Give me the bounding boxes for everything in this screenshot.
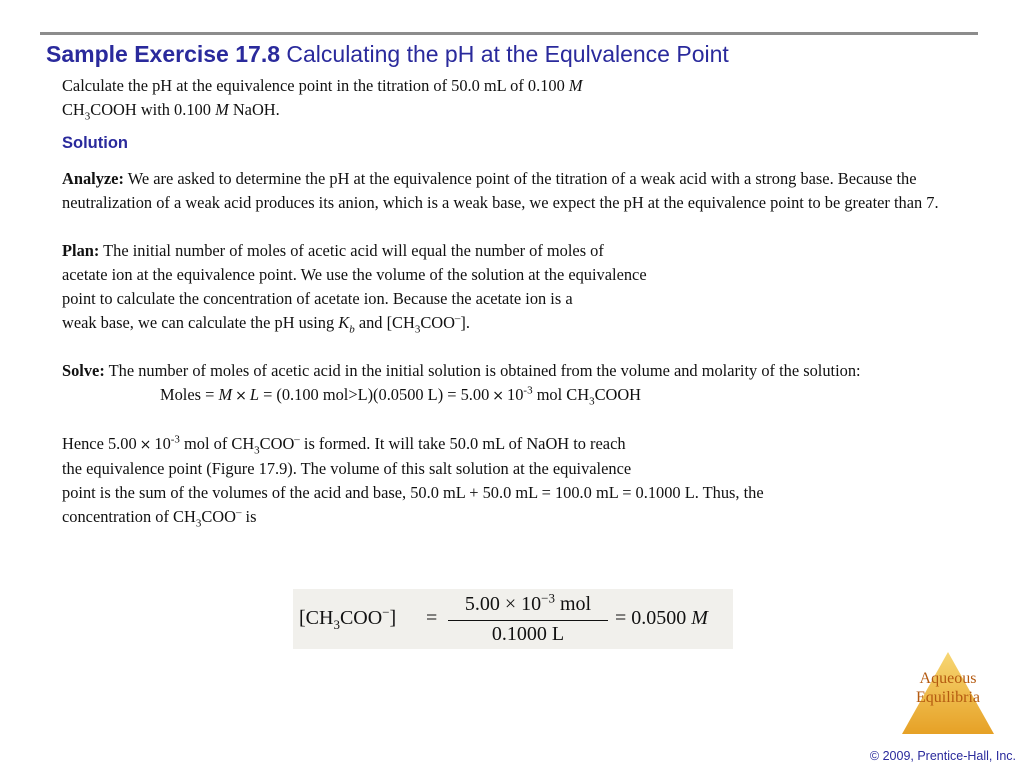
equals-sign: = xyxy=(426,607,438,629)
plan-line-1: The initial number of moles of acetic acid will equal the number of moles of xyxy=(103,241,604,260)
charge-superscript: – xyxy=(294,433,300,446)
badge-line-1: Aqueous xyxy=(919,670,977,687)
molarity-unit: M xyxy=(215,100,229,119)
formula-subscript: 3 xyxy=(333,617,340,632)
molarity-unit: M xyxy=(691,607,708,629)
charge-superscript: – xyxy=(235,506,242,519)
title-text: Calculating the pH at the Equlvalence Point xyxy=(286,41,729,67)
molarity-unit: M xyxy=(568,76,583,95)
hence-line-3: point is the sum of the volumes of the acid and base, 50.0 mL + 50.0 mL = 100.0 mL = 0.1000 L. Thus, the xyxy=(62,483,764,502)
moles-eq-value: = (0.100 mol>L)(0.0500 L) = 5.00 xyxy=(263,385,490,404)
moles-eq-m: M xyxy=(218,385,233,404)
hence-line-2: the equivalence point (Figure 17.9). The volume of this salt solution at the equivalence xyxy=(62,459,632,478)
concentration-equation xyxy=(293,589,733,649)
result-value: = 0.0500 xyxy=(615,607,687,629)
problem-line-2: COOH with 0.100 xyxy=(90,100,211,119)
top-divider xyxy=(40,32,978,35)
problem-line-1: Calculate the pH at the equivalence point in the titration of 50.0 mL of 0.100 xyxy=(62,76,565,95)
fraction-numerator xyxy=(448,590,608,616)
moles-eq-base: 10 xyxy=(507,385,524,404)
badge-label xyxy=(898,669,998,707)
formula-subscript: 3 xyxy=(84,110,91,123)
formula-subscript: 3 xyxy=(589,395,595,408)
hence-base: 10 xyxy=(154,434,171,453)
analyze-text: We are asked to determine the pH at the equivalence point of the titration of a weak acid with a strong base. Because the neutralization of a weak acid produces its anion, which is a weak base, we expect the pH at the equivalence point to be greater than 7. xyxy=(62,169,939,212)
numerator-unit: mol xyxy=(560,593,592,615)
hence-text: Hence 5.00 xyxy=(62,434,137,453)
badge-line-2: Equilibria xyxy=(916,689,980,706)
problem-statement xyxy=(62,74,942,122)
eq-lhs-a: [CH xyxy=(299,607,334,629)
times-sign: × xyxy=(235,388,247,404)
kb-subscript: b xyxy=(349,323,355,336)
problem-line-2-end: NaOH. xyxy=(232,100,280,119)
hence-paragraph xyxy=(62,432,942,529)
fraction-denominator: 0.1000 L xyxy=(491,623,565,645)
hence-line-4: concentration of CH xyxy=(62,507,196,526)
moles-equation xyxy=(62,383,942,408)
title-exercise-number: Sample Exercise 17.8 xyxy=(46,41,280,67)
solve-label: Solve: xyxy=(62,361,105,380)
analyze-paragraph xyxy=(62,167,942,215)
plan-line-4-formula: and [CH xyxy=(358,313,415,332)
times-sign: × xyxy=(139,437,152,453)
exponent: -3 xyxy=(170,433,180,446)
hence-line-4-formula: COO xyxy=(201,507,236,526)
moles-eq-l: L xyxy=(249,385,259,404)
plan-line-4-end: ]. xyxy=(460,313,470,332)
hence-line-4-end: is xyxy=(245,507,257,526)
aqueous-equilibria-badge xyxy=(898,648,998,738)
formula-subscript: 3 xyxy=(195,517,202,530)
plan-line-2: acetate ion at the equivalence point. We use the volume of the solution at the equivalence xyxy=(62,265,647,284)
plan-paragraph xyxy=(62,239,942,335)
plan-line-3: point to calculate the concentration of acetate ion. Because the acetate ion is a xyxy=(62,289,573,308)
eq-lhs-c: ] xyxy=(389,607,397,629)
hence-line-1-end: is formed. It will take 50.0 mL of NaOH to reach xyxy=(303,434,626,453)
kb-symbol: K xyxy=(338,313,350,332)
moles-eq-unit: mol CH xyxy=(536,385,590,404)
moles-eq-text: Moles = xyxy=(160,385,215,404)
solve-text: The number of moles of acetic acid in the initial solution is obtained from the volume and molarity of the solution: xyxy=(108,361,861,380)
equation-lhs xyxy=(299,604,397,632)
moles-eq-formula-end: COOH xyxy=(594,385,642,404)
slide-body xyxy=(62,74,942,529)
page-title xyxy=(46,41,729,68)
hence-unit: mol of CH xyxy=(184,434,255,453)
analyze-label: Analyze: xyxy=(62,169,124,188)
formula-subscript: 3 xyxy=(254,444,260,457)
solve-paragraph xyxy=(62,359,942,383)
equation-rhs xyxy=(615,607,708,630)
fraction-bar xyxy=(448,620,608,621)
formula-ch: CH xyxy=(62,100,85,119)
charge-superscript: − xyxy=(382,604,390,620)
eq-lhs-b: COO xyxy=(339,607,383,629)
times-sign: × xyxy=(492,388,505,404)
hence-formula: COO xyxy=(259,434,295,453)
solution-heading: Solution xyxy=(62,134,128,152)
plan-label: Plan: xyxy=(62,241,100,260)
numerator-value: 5.00 × 10 xyxy=(464,593,542,615)
copyright-footer: © 2009, Prentice-Hall, Inc. xyxy=(869,749,1016,763)
charge-superscript: – xyxy=(454,312,461,325)
plan-line-4: weak base, we can calculate the pH using xyxy=(62,313,335,332)
exponent: -3 xyxy=(523,384,533,397)
exponent: −3 xyxy=(541,590,555,606)
formula-subscript: 3 xyxy=(414,323,421,336)
plan-line-4-formula-b: COO xyxy=(420,313,455,332)
